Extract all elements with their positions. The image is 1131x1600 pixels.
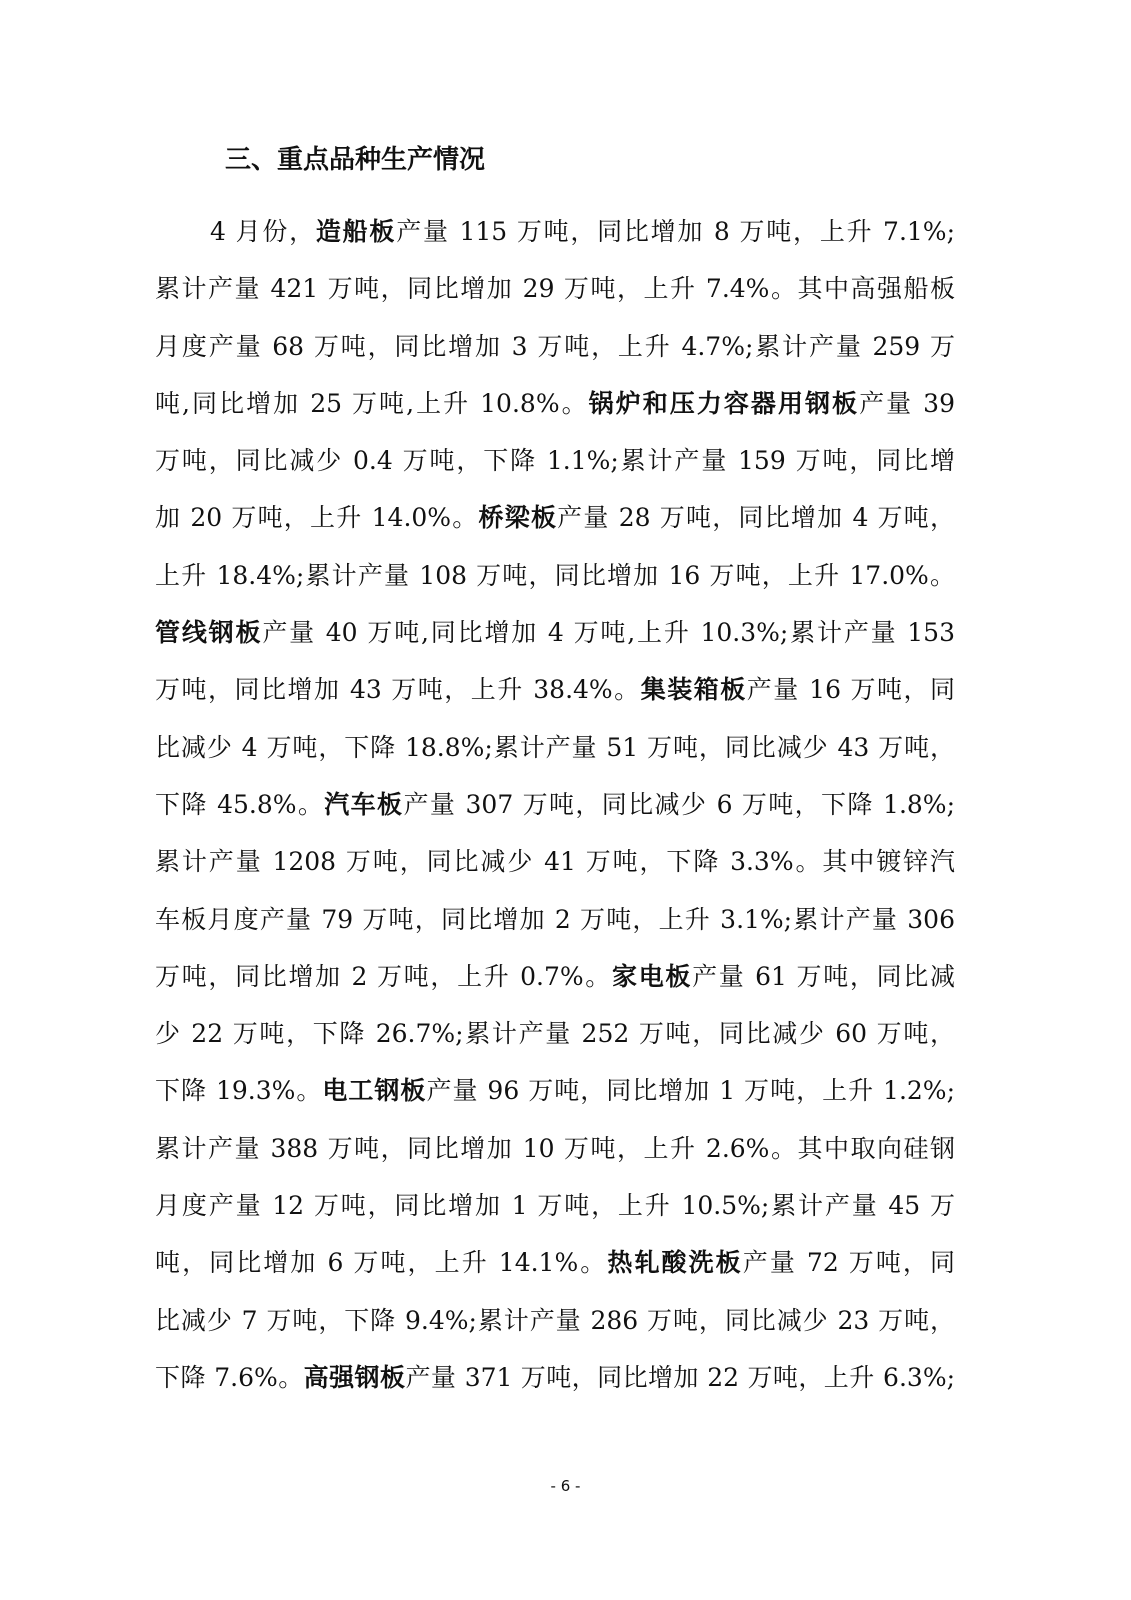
text-segment: 产量 28 万吨，同比增加 4 万吨，: [557, 503, 955, 533]
text-line: [155, 1005, 955, 1062]
product-keyword: 高强钢板: [303, 1362, 406, 1392]
text-line: [155, 318, 955, 375]
text-segment: 产量 72 万吨，同: [742, 1248, 955, 1278]
text-line: [155, 1120, 955, 1177]
text-line: [155, 776, 955, 833]
text-segment: 产量 40 万吨,同比增加 4 万吨,上升 10.3%;累计产量 153: [262, 618, 955, 648]
text-segment: 产量 115 万吨，同比增加 8 万吨，上升 7.1%;: [396, 217, 955, 246]
text-segment: 加 20 万吨，上升 14.0%。: [155, 503, 479, 533]
text-line: [155, 547, 955, 604]
text-line: [155, 1292, 955, 1349]
page-number: - 6 -: [550, 1477, 581, 1495]
text-segment: 万吨，同比增加 2 万吨，上升 0.7%。: [155, 961, 612, 991]
text-segment: 产量 16 万吨，同: [746, 675, 955, 705]
text-line: [155, 432, 955, 489]
product-keyword: 造船板: [315, 217, 397, 246]
text-line: [155, 489, 955, 546]
text-segment: 少 22 万吨，下降 26.7%;累计产量 252 万吨，同比减少 60 万吨，: [155, 1019, 955, 1049]
text-segment: 下降 7.6%。: [155, 1362, 304, 1392]
product-keyword: 电工钢板: [322, 1076, 427, 1106]
text-line: [155, 604, 955, 661]
text-line: [155, 833, 955, 890]
text-segment: 月度产量 68 万吨，同比增加 3 万吨，上升 4.7%;累计产量 259 万: [155, 331, 955, 361]
text-segment: 月度产量 12 万吨，同比增加 1 万吨，上升 10.5%;累计产量 45 万: [155, 1191, 955, 1221]
text-segment: 累计产量 1208 万吨，同比减少 41 万吨，下降 3.3%。其中镀锌汽: [155, 847, 955, 877]
product-keyword: 家电板: [612, 961, 693, 991]
text-line: [155, 661, 955, 718]
text-line: [155, 375, 955, 432]
text-line: [155, 891, 955, 948]
text-line: [155, 203, 955, 260]
product-keyword: 集装箱板: [640, 675, 747, 705]
text-line: [155, 1177, 955, 1234]
text-segment: 累计产量 388 万吨，同比增加 10 万吨，上升 2.6%。其中取向硅钢: [155, 1133, 955, 1163]
text-segment: 累计产量 421 万吨，同比增加 29 万吨，上升 7.4%。其中高强船板: [155, 274, 955, 304]
text-segment: 产量 39: [859, 388, 955, 418]
product-keyword: 桥梁板: [478, 503, 558, 533]
text-segment: 产量 371 万吨，同比增加 22 万吨，上升 6.3%;: [405, 1362, 955, 1392]
text-segment: 下降 45.8%。: [155, 789, 325, 819]
text-segment: 吨，同比增加 6 万吨，上升 14.1%。: [155, 1248, 608, 1278]
product-keyword: 管线钢板: [155, 618, 263, 648]
text-segment: 吨,同比增加 25 万吨,上升 10.8%。: [155, 388, 589, 418]
text-line: [155, 260, 955, 317]
text-segment: 产量 307 万吨，同比减少 6 万吨，下降 1.8%;: [403, 789, 955, 819]
text-line: [155, 719, 955, 776]
text-line: [155, 1349, 955, 1406]
text-segment: 比减少 7 万吨，下降 9.4%;累计产量 286 万吨，同比减少 23 万吨，: [155, 1305, 955, 1335]
product-keyword: 锅炉和压力容器用钢板: [588, 388, 860, 418]
section-heading: 三、重点品种生产情况: [225, 145, 486, 175]
text-segment: 比减少 4 万吨，下降 18.8%;累计产量 51 万吨，同比减少 43 万吨，: [155, 732, 955, 762]
body-paragraph: [155, 203, 955, 1406]
text-segment: 4 月份，: [210, 217, 316, 246]
product-keyword: 热轧酸洗板: [607, 1248, 743, 1278]
text-line: [155, 948, 955, 1005]
text-segment: 下降 19.3%。: [155, 1076, 323, 1106]
product-keyword: 汽车板: [324, 789, 404, 819]
text-segment: 产量 61 万吨，同比减: [692, 961, 955, 991]
text-segment: 上升 18.4%;累计产量 108 万吨，同比增加 16 万吨，上升 17.0%。: [155, 560, 955, 590]
text-segment: 万吨，同比增加 43 万吨，上升 38.4%。: [155, 675, 641, 705]
text-segment: 车板月度产量 79 万吨，同比增加 2 万吨，上升 3.1%;累计产量 306: [155, 904, 955, 934]
text-segment: 产量 96 万吨，同比增加 1 万吨，上升 1.2%;: [426, 1076, 955, 1106]
text-line: [155, 1234, 955, 1291]
text-segment: 万吨，同比减少 0.4 万吨，下降 1.1%;累计产量 159 万吨，同比增: [155, 446, 955, 476]
text-line: [155, 1062, 955, 1119]
